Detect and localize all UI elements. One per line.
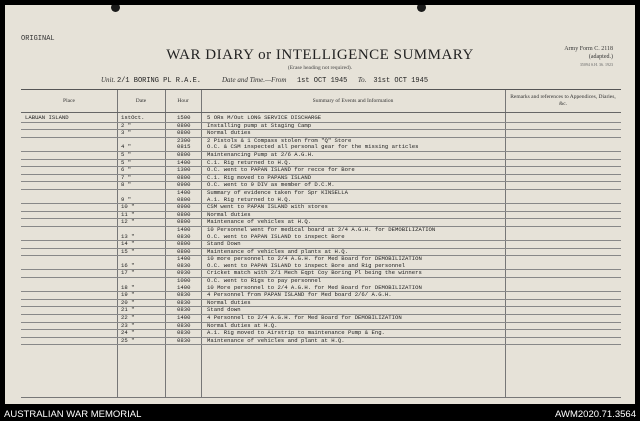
table-row bbox=[21, 190, 621, 197]
table-row bbox=[21, 144, 621, 152]
table-row bbox=[21, 234, 621, 242]
cell-hour: 1400 bbox=[177, 255, 191, 263]
cell-hour: 0930 bbox=[177, 269, 191, 277]
table-row bbox=[21, 167, 621, 175]
cell-hour: 1000 bbox=[177, 277, 191, 285]
cell-date: 21 " bbox=[121, 306, 135, 314]
cell-date: 5 " bbox=[121, 150, 132, 158]
cell-summary: CSM went to PAPAN ISLAND with stores bbox=[207, 203, 328, 211]
diary-page bbox=[5, 5, 635, 404]
to-label: To bbox=[357, 76, 365, 84]
cell-date: 5 " bbox=[121, 158, 132, 166]
punch-hole bbox=[111, 5, 120, 12]
cell-hour: 1500 bbox=[177, 114, 191, 121]
punch-hole bbox=[417, 5, 426, 12]
table-row bbox=[21, 292, 621, 300]
cell-date: 15 " bbox=[121, 247, 135, 255]
cell-date: 19 " bbox=[121, 291, 135, 299]
col-header-date: Date bbox=[135, 97, 147, 104]
cell-hour: 0830 bbox=[177, 291, 191, 299]
cell-summary: A.1. Rig moved to Airstrip to maintenance Pump & Eng. bbox=[207, 329, 385, 337]
cell-summary: O.C. went to 9 DIV as member of D.C.M. bbox=[207, 181, 335, 189]
army-form-block bbox=[564, 45, 613, 69]
cell-hour: 0800 bbox=[177, 173, 191, 181]
cell-summary: O.C. went to PAPAN ISLAND to inspect Bore bbox=[207, 232, 345, 240]
unit-label: Unit bbox=[101, 76, 114, 84]
cell-summary: Maintenance of vehicles and plants at H.Q. bbox=[207, 247, 348, 255]
to-date: 31st OCT 1945 bbox=[373, 77, 429, 85]
cell-hour: 0830 bbox=[177, 232, 191, 240]
cell-summary: Installing pump at Staging Camp bbox=[207, 121, 312, 129]
cell-hour: 1400 bbox=[177, 158, 191, 166]
cell-hour: 1400 bbox=[177, 314, 191, 322]
cell-hour: 0830 bbox=[177, 336, 191, 344]
cell-hour: 0800 bbox=[177, 240, 191, 248]
cell-summary: Stand down bbox=[207, 306, 241, 314]
cell-summary: 4 Personnel from PAPAN ISLAND for Med board 2/6/ A.G.H. bbox=[207, 291, 392, 299]
table-row bbox=[21, 152, 621, 160]
cell-hour: 0815 bbox=[177, 143, 191, 151]
cell-summary: C.1. Rig moved to PAPANS ISLAND bbox=[207, 173, 312, 181]
cell-summary: 10 Personnel went for medical board at 2/4 A.G.H. for DEMOBILIZATION bbox=[207, 225, 436, 233]
cell-summary: 4 Personnel to 2/4 A.G.H. for Med Board for DEMOBILIZATION bbox=[207, 314, 402, 322]
table-row bbox=[21, 270, 621, 278]
cell-summary: Maintenance of vehicles and plant at H.Q. bbox=[207, 336, 345, 344]
cell-summary: Normal duties at H.Q. bbox=[207, 321, 278, 329]
cell-hour: 1400 bbox=[177, 283, 191, 291]
original-stamp: ORIGINAL bbox=[21, 35, 55, 43]
date-time-label: Date and Time.—From bbox=[221, 76, 287, 84]
cell-date: 3 " bbox=[121, 129, 132, 137]
cell-hour: 0830 bbox=[177, 306, 191, 314]
cell-date: 9 " bbox=[121, 195, 132, 203]
unit-row: Unit. 2/1 BORING PL R.A.E. Date and Time.—From 1st OCT 1945 To. 31st OCT 1945 bbox=[101, 76, 429, 85]
cell-hour: 0830 bbox=[177, 298, 191, 306]
army-form-number: Army Form C. 2118 bbox=[564, 46, 613, 52]
cell-date: 10 " bbox=[121, 203, 135, 211]
cell-summary: Normal duties bbox=[207, 298, 251, 306]
archive-reference: AWM2020.71.3564 bbox=[555, 409, 636, 420]
diary-entries bbox=[21, 115, 621, 345]
cell-summary: Stand Down bbox=[207, 240, 241, 248]
cell-date: 7 " bbox=[121, 173, 132, 181]
cell-hour: 0800 bbox=[177, 218, 191, 226]
cell-date: 4 " bbox=[121, 143, 132, 151]
cell-summary: A.1. Rig returned to H.Q. bbox=[207, 195, 291, 203]
page-title: WAR DIARY or INTELLIGENCE SUMMARY bbox=[166, 47, 474, 63]
cell-date: 17 " bbox=[121, 269, 135, 277]
cell-hour: 0800 bbox=[177, 210, 191, 218]
cell-date: 20 " bbox=[121, 298, 135, 306]
cell-date: 1stOct. bbox=[121, 114, 145, 121]
cell-date: 12 " bbox=[121, 218, 135, 226]
cell-date: 24 " bbox=[121, 329, 135, 337]
cell-hour: 1400 bbox=[177, 225, 191, 233]
cell-hour: 0800 bbox=[177, 150, 191, 158]
cell-summary: Summary of evidence taken for Spr KINSELLA bbox=[207, 188, 348, 196]
cell-hour: 0800 bbox=[177, 247, 191, 255]
cell-summary: 10 More personnel to 2/4 A.G.H. for Med Board for DEMOBILIZATION bbox=[207, 283, 422, 291]
print-code: 35094 S.H. 36. 1923 bbox=[579, 62, 613, 67]
cell-summary: Normal duties bbox=[207, 129, 251, 137]
from-date: 1st OCT 1945 bbox=[296, 77, 348, 85]
table-row bbox=[21, 300, 621, 308]
cell-hour: 0830 bbox=[177, 329, 191, 337]
cell-date: 23 " bbox=[121, 321, 135, 329]
cell-date: 13 " bbox=[121, 232, 135, 240]
cell-place: LABUAN ISLAND bbox=[25, 114, 69, 121]
col-header-summary: Summary of Events and Information bbox=[312, 97, 394, 104]
archive-footer bbox=[0, 405, 640, 421]
table-row bbox=[21, 123, 621, 131]
cell-hour: 0830 bbox=[177, 321, 191, 329]
cell-hour: 0830 bbox=[177, 261, 191, 269]
cell-hour: 0800 bbox=[177, 129, 191, 137]
archive-name: AUSTRALIAN WAR MEMORIAL bbox=[4, 409, 142, 420]
col-header-hour: Hour bbox=[177, 97, 189, 104]
table-row bbox=[21, 338, 621, 346]
cell-date: 6 " bbox=[121, 166, 132, 174]
table-row bbox=[21, 204, 621, 212]
cell-summary: O.C. went to PAPAN ISLAND to inspect Bore and Rig personnel bbox=[207, 261, 406, 269]
cell-summary: Maintenance of vehicles at H.Q. bbox=[207, 218, 312, 226]
cell-summary: Cricket match with 2/1 Mech Eqpt Coy Boring Pl being the winners bbox=[207, 269, 422, 277]
cell-date: 8 " bbox=[121, 181, 132, 189]
cell-summary: O.C. went to Rigs to pay personnel bbox=[207, 277, 322, 285]
cell-summary: 2 Pistols & 1 Compass stolen from "Q" Store bbox=[207, 136, 352, 144]
cell-date: 16 " bbox=[121, 261, 135, 269]
cell-hour: 0900 bbox=[177, 181, 191, 189]
col-header-remarks: Remarks and references to Appendices, Diaries, &c. bbox=[510, 94, 616, 107]
page-subtitle: (Erase heading not required). bbox=[287, 65, 353, 71]
cell-date: 18 " bbox=[121, 283, 135, 291]
cell-summary: O.C. & CSM inspected all personal gear for the missing articles bbox=[207, 143, 419, 151]
cell-summary: O.C. went to PAPAN ISLAND for recce for Bore bbox=[207, 166, 355, 174]
cell-date: 14 " bbox=[121, 240, 135, 248]
cell-summary: 5 ORs M/Out LONG SERVICE DISCHARGE bbox=[207, 114, 322, 121]
table-row bbox=[21, 115, 621, 123]
cell-date: 11 " bbox=[121, 210, 135, 218]
cell-summary: Maintenancing Pump at 2/6 A.G.H. bbox=[207, 150, 315, 158]
cell-hour: 0800 bbox=[177, 121, 191, 129]
unit-value: 2/1 BORING PL R.A.E. bbox=[116, 77, 201, 85]
cell-hour: 1400 bbox=[177, 188, 191, 196]
cell-summary: 10 more personnel to 2/4 A.G.H. for Med Board for DEMOBILIZATION bbox=[207, 255, 422, 263]
cell-date: 25 " bbox=[121, 336, 135, 344]
col-header-place: Place bbox=[63, 97, 75, 104]
table-row bbox=[21, 315, 621, 323]
cell-hour: 1300 bbox=[177, 166, 191, 174]
cell-summary: C.1. Rig returned to H.Q. bbox=[207, 158, 291, 166]
table-row bbox=[21, 212, 621, 220]
army-form-adapted: (adapted.) bbox=[588, 54, 613, 60]
cell-summary: Normal duties bbox=[207, 210, 251, 218]
cell-hour: 2300 bbox=[177, 136, 191, 144]
cell-date: 2 " bbox=[121, 121, 132, 129]
cell-hour: 0800 bbox=[177, 195, 191, 203]
diary-table bbox=[21, 89, 621, 398]
cell-hour: 0900 bbox=[177, 203, 191, 211]
cell-date: 22 " bbox=[121, 314, 135, 322]
